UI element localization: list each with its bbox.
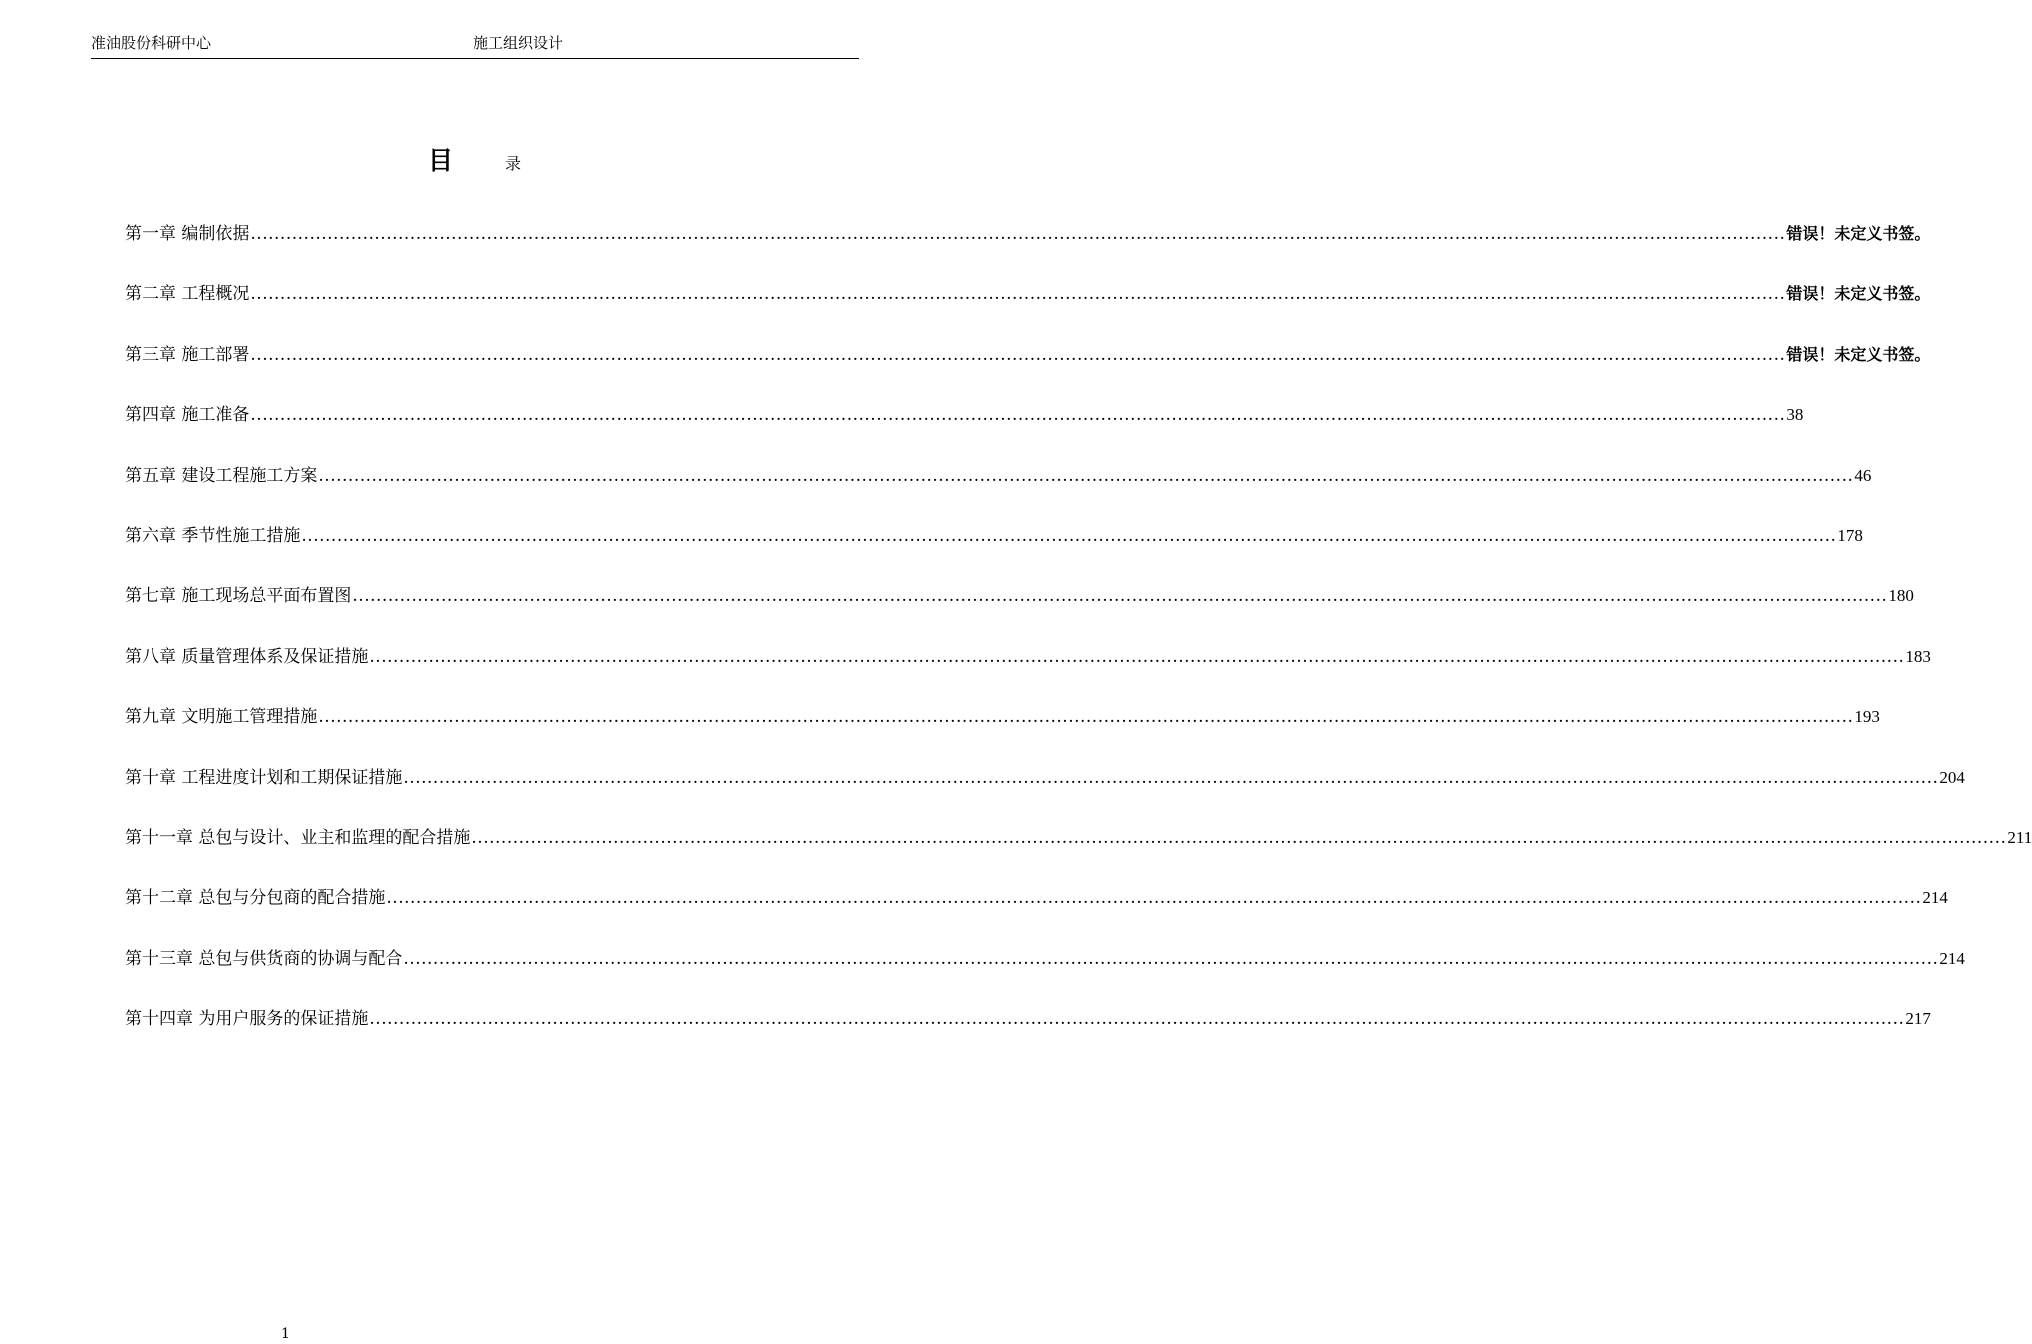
toc-entry[interactable]	[125, 945, 1965, 1005]
toc-entry-page: 211	[2007, 827, 2032, 847]
toc-dot-leader: ....................................................................................................................................................................................................................................................................	[369, 646, 1905, 667]
toc-dot-leader: ....................................................................................................................................................................................................................................................................	[352, 586, 1888, 607]
toc-entry[interactable]	[125, 884, 1948, 944]
toc-entry-page: 217	[1905, 1009, 1931, 1029]
toc-entry-error: 错误！未定义书签。	[1786, 344, 1931, 364]
toc-entry[interactable]	[125, 462, 1872, 522]
toc-entry-page: 183	[1905, 646, 1931, 666]
header-organization: 准油股份科研中心	[91, 34, 212, 52]
toc-heading-main: 目	[428, 146, 454, 175]
toc-entry-label: 第十一章 总包与设计、业主和监理的配合措施	[125, 827, 471, 848]
toc-entry[interactable]	[125, 522, 1863, 582]
toc-dot-leader: ....................................................................................................................................................................................................................................................................	[403, 948, 1939, 969]
toc-entry-label: 第十三章 总包与供货商的协调与配合	[125, 948, 403, 969]
toc-dot-leader: ....................................................................................................................................................................................................................................................................	[250, 344, 1786, 365]
toc-dot-leader: ....................................................................................................................................................................................................................................................................	[318, 707, 1854, 728]
toc-dot-leader: ....................................................................................................................................................................................................................................................................	[471, 827, 2007, 848]
toc-entry[interactable]	[125, 824, 2032, 884]
toc-dot-leader: ....................................................................................................................................................................................................................................................................	[318, 465, 1854, 486]
toc-entry-label: 第八章 质量管理体系及保证措施	[125, 646, 369, 667]
toc-entry-page: 46	[1854, 465, 1872, 485]
toc-dot-leader: ....................................................................................................................................................................................................................................................................	[386, 888, 1922, 909]
page-header	[91, 34, 859, 59]
toc-entry-page: 178	[1837, 525, 1863, 545]
toc-entry-label: 第十四章 为用户服务的保证措施	[125, 1009, 369, 1030]
toc-entry[interactable]	[125, 764, 1965, 824]
toc-entry-label: 第三章 施工部署	[125, 344, 250, 365]
toc-dot-leader: ....................................................................................................................................................................................................................................................................	[403, 767, 1939, 788]
toc-entry-page: 214	[1939, 948, 1965, 968]
toc-entry-error: 错误！未定义书签。	[1786, 284, 1931, 304]
toc-entry[interactable]	[125, 643, 1931, 703]
toc-dot-leader: ....................................................................................................................................................................................................................................................................	[250, 284, 1786, 305]
toc-entry-page: 180	[1888, 586, 1914, 606]
toc-entry[interactable]	[125, 341, 1931, 401]
toc-entry-label: 第六章 季节性施工措施	[125, 525, 301, 546]
toc-entry-page: 204	[1939, 767, 1965, 787]
toc-entry-error: 错误！未定义书签。	[1786, 224, 1931, 243]
toc-entry[interactable]	[125, 582, 1914, 642]
toc-entry-label: 第九章 文明施工管理措施	[125, 707, 318, 728]
toc-list	[125, 220, 2032, 1065]
toc-entry-label: 第二章 工程概况	[125, 284, 250, 305]
header-document-title: 施工组织设计	[473, 34, 564, 52]
toc-dot-leader: ....................................................................................................................................................................................................................................................................	[250, 224, 1786, 244]
toc-entry-label: 第一章 编制依据	[125, 224, 250, 244]
toc-entry[interactable]	[125, 401, 1804, 461]
toc-entry-page: 38	[1786, 405, 1804, 425]
toc-entry-page: 214	[1922, 888, 1948, 908]
toc-entry-label: 第五章 建设工程施工方案	[125, 465, 318, 486]
toc-entry-label: 第十二章 总包与分包商的配合措施	[125, 888, 386, 909]
toc-dot-leader: ....................................................................................................................................................................................................................................................................	[301, 525, 1837, 546]
toc-entry[interactable]	[125, 1005, 1931, 1065]
toc-entry-page: 193	[1854, 707, 1880, 727]
toc-entry[interactable]	[125, 220, 1931, 280]
toc-heading	[0, 146, 950, 186]
toc-dot-leader: ....................................................................................................................................................................................................................................................................	[250, 405, 1786, 426]
toc-entry-label: 第十章 工程进度计划和工期保证措施	[125, 767, 403, 788]
toc-entry[interactable]	[125, 280, 1931, 340]
toc-entry-label: 第四章 施工准备	[125, 405, 250, 426]
toc-entry[interactable]	[125, 703, 1880, 763]
toc-heading-sub: 录	[505, 154, 522, 173]
toc-entry-label: 第七章 施工现场总平面布置图	[125, 586, 352, 607]
toc-dot-leader: ....................................................................................................................................................................................................................................................................	[369, 1009, 1905, 1030]
page-number: 1	[281, 1326, 290, 1342]
